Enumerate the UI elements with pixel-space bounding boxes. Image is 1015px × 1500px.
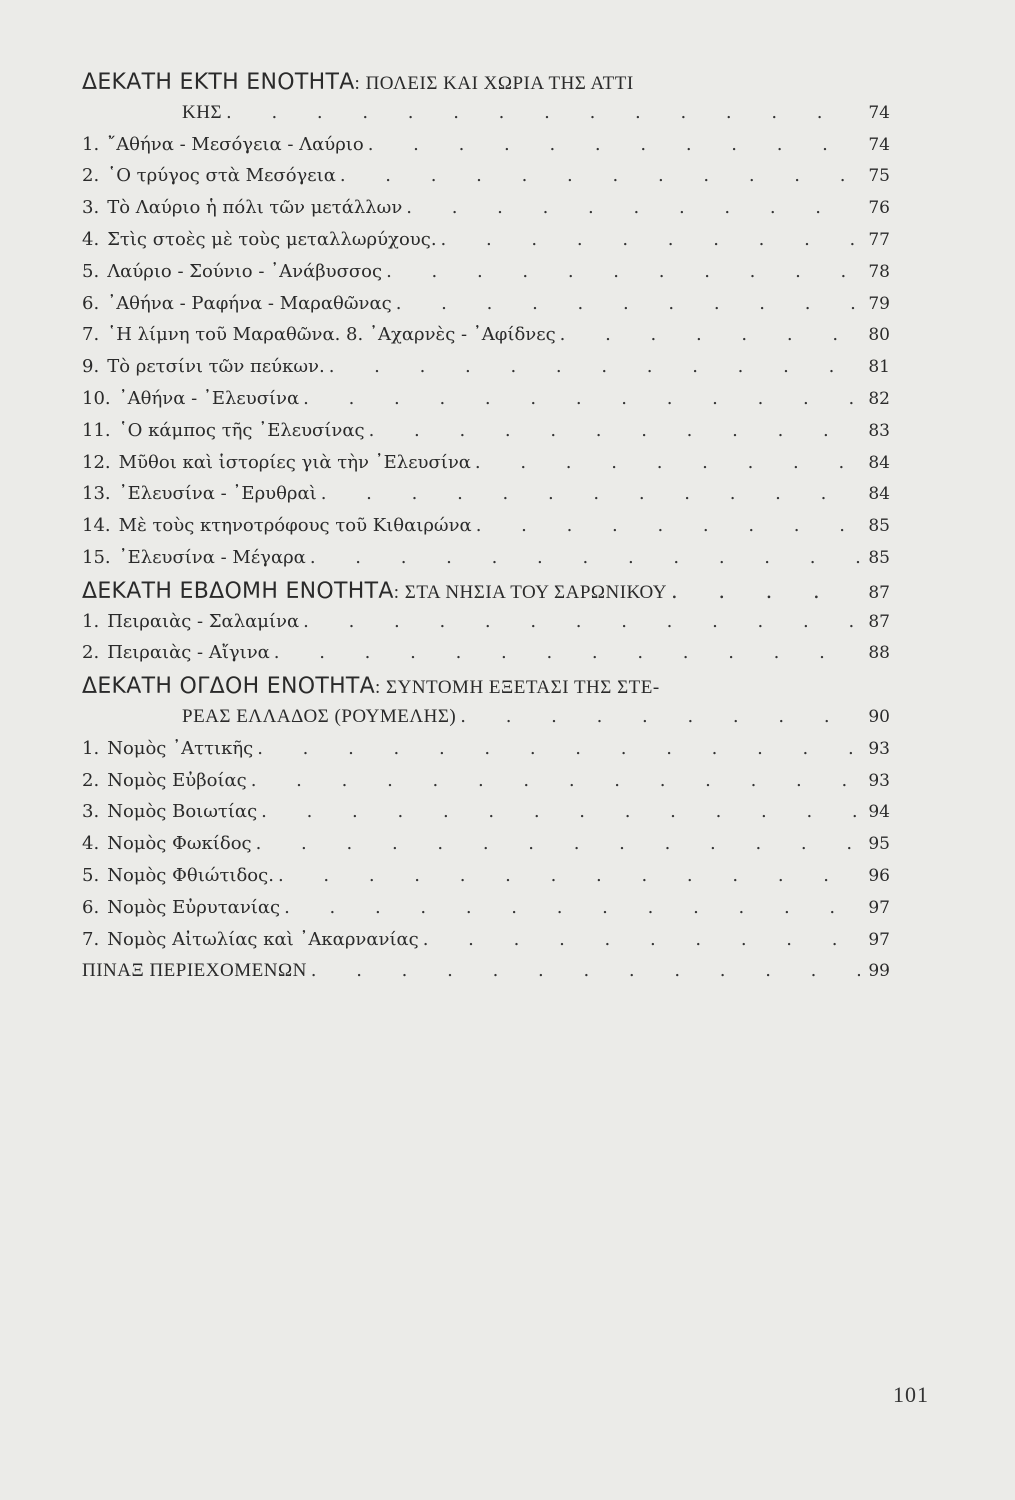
- toc-entry-label: [82, 293, 392, 314]
- section-heading-continuation: [82, 102, 890, 134]
- toc-entry-page: 83: [868, 420, 890, 441]
- toc-entry-page: 94: [868, 802, 890, 823]
- toc-entry-page: 93: [868, 770, 890, 791]
- toc-entry-page: 99: [868, 961, 890, 982]
- toc-entry-number: 7.: [82, 324, 100, 346]
- toc-entry-title: Μῦθοι καὶ ἱστορίες γιὰ τὴν ᾿Ελευσίνα: [118, 451, 471, 473]
- toc-entry-page: 75: [868, 166, 890, 187]
- dot-leader: [303, 388, 860, 409]
- dot-leader: [369, 420, 860, 441]
- toc-entry-title: ΠΙΝΑΞ ΠΕΡΙΕΧΟΜΕΝΩΝ: [82, 960, 307, 982]
- dot-leader: [386, 261, 860, 282]
- toc-entry-label: [82, 229, 437, 250]
- dot-leader: [396, 293, 860, 314]
- toc-entry-title: Λαύριο - Σούνιο - ᾿Ανάβυσσος: [107, 260, 383, 282]
- section-subject-title: : ΣΤΑ ΝΗΣΙΑ ΤΟΥ ΣΑΡΩΝΙΚΟΥ: [393, 581, 667, 603]
- dot-leader: [303, 611, 860, 632]
- toc-entry: [82, 960, 890, 992]
- toc-entry: [82, 324, 890, 356]
- toc-entry-title: ᾿Ελευσίνα - ᾿Ερυθραὶ: [118, 483, 317, 505]
- dot-leader: [340, 165, 860, 186]
- toc-entry-number: 3.: [82, 801, 100, 823]
- dot-leader: [406, 197, 860, 218]
- dot-leader: [329, 356, 860, 377]
- section-heading-continuation: [82, 706, 890, 738]
- toc-entry-page: 93: [868, 738, 890, 759]
- toc-entry-label: [82, 642, 270, 663]
- toc-entry-label: [82, 515, 472, 536]
- toc-entry-number: 4.: [82, 833, 100, 855]
- toc-entry-page: 85: [868, 547, 890, 568]
- toc-entry-label: [82, 801, 257, 822]
- dot-leader: [278, 865, 860, 886]
- toc-entry-number: 1.: [82, 610, 100, 632]
- dot-leader: [251, 770, 860, 791]
- section-heading: [82, 674, 890, 706]
- toc-entry: [82, 611, 890, 643]
- toc-entry-number: 10.: [82, 387, 111, 409]
- toc-entry-title: Πειραιὰς - Σαλαμίνα: [107, 610, 300, 632]
- toc-entry-title: Νομὸς ᾿Αττικῆς: [107, 737, 254, 759]
- toc-entry-title: Πειραιὰς - Αἴγινα: [107, 642, 270, 664]
- toc-entry-title: ΚΗΣ: [182, 101, 223, 123]
- section-number-title: ΔΕΚΑΤΗ ΕΒΔΟΜΗ ΕΝΟΤΗΤΑ: [82, 578, 394, 604]
- toc-entry-label: [82, 929, 419, 950]
- toc-entry-title: ῾Ο κάμπος τῆς ᾿Ελευσίνας: [118, 419, 365, 441]
- toc-entry-title: Τὸ Λαύριο ἡ πόλι τῶν μετάλλων: [107, 197, 403, 219]
- toc-entry-page: 74: [868, 102, 890, 123]
- toc-entry-label: [82, 579, 667, 604]
- toc-entry-label: [82, 197, 402, 218]
- toc-entry-label: [182, 706, 456, 728]
- dot-leader: [274, 642, 860, 663]
- toc-entry-label: [82, 865, 274, 886]
- toc-entry-title: Νομὸς Αἰτωλίας καὶ ᾿Ακαρνανίας: [107, 928, 419, 950]
- section-heading: [82, 70, 890, 102]
- toc-entry: [82, 293, 890, 325]
- toc-entry-label: [82, 547, 306, 568]
- dot-leader: [311, 960, 860, 981]
- toc-entry-label: [82, 452, 471, 473]
- toc-entry-label: [82, 324, 556, 345]
- toc-entry-page: 87: [868, 611, 890, 632]
- dot-leader: [310, 547, 860, 568]
- toc-entry-title: Νομὸς Εὐβοίας: [107, 769, 247, 791]
- toc-entry-number: 4.: [82, 228, 100, 250]
- dot-leader: [671, 579, 860, 603]
- dot-leader: [256, 833, 860, 854]
- toc-entry: [82, 420, 890, 452]
- toc-entry-label: [82, 70, 634, 95]
- toc-entry-label: [82, 897, 280, 918]
- toc-entry-page: 78: [868, 261, 890, 282]
- toc-entry: [82, 134, 890, 166]
- dot-leader: [476, 515, 860, 536]
- toc-entry-title: ῾Η λίμνη τοῦ Μαραθῶνα. 8. ᾿Αχαρνὲς - ᾿Αφίδνες: [107, 324, 556, 346]
- dot-leader: [460, 706, 860, 727]
- toc-entry-label: [82, 611, 299, 632]
- dot-leader: [321, 483, 860, 504]
- toc-entry-number: 3.: [82, 197, 100, 219]
- toc-entry-page: 88: [868, 643, 890, 664]
- toc-entry: [82, 452, 890, 484]
- toc-entry-page: 96: [868, 865, 890, 886]
- toc-entry: [82, 547, 890, 579]
- toc-entry-number: 9.: [82, 356, 100, 378]
- toc-entry-label: [82, 388, 299, 409]
- section-number-title: ΔΕΚΑΤΗ ΟΓΔΟΗ ΕΝΟΤΗΤΑ: [82, 674, 376, 700]
- toc-entry: [82, 929, 890, 961]
- toc-entry-number: 2.: [82, 165, 100, 187]
- toc-entry-label: [82, 165, 336, 186]
- toc-entry-title: Μὲ τοὺς κτηνοτρόφους τοῦ Κιθαιρώνα: [118, 515, 472, 537]
- toc-entry: [82, 770, 890, 802]
- toc-entry-number: 1.: [82, 737, 100, 759]
- toc-entry-title: ῾Ο τρύγος στὰ Μεσόγεια: [107, 165, 336, 187]
- toc-entry-title: Τὸ ρετσίνι τῶν πεύκων.: [107, 356, 325, 378]
- toc-entry-page: 97: [868, 897, 890, 918]
- toc-entry-page: 84: [868, 484, 890, 505]
- toc-entry: [82, 801, 890, 833]
- toc-entry-number: 2.: [82, 642, 100, 664]
- toc-entry: [82, 165, 890, 197]
- toc-entry-title: ᾿Ελευσίνα - Μέγαρα: [118, 546, 306, 568]
- toc-entry: [82, 483, 890, 515]
- toc-entry-label: [82, 738, 253, 759]
- toc-entry-label: [82, 261, 382, 282]
- toc-entry-number: 5.: [82, 864, 100, 886]
- toc-entry-label: [82, 960, 307, 982]
- toc-entry: [82, 229, 890, 261]
- dot-leader: [284, 897, 860, 918]
- dot-leader: [368, 134, 860, 155]
- toc-entry-number: 7.: [82, 928, 100, 950]
- toc-entry-number: 5.: [82, 260, 100, 282]
- toc-entry-number: 6.: [82, 292, 100, 314]
- toc-entry: [82, 261, 890, 293]
- toc-entry-title: Νομὸς Βοιωτίας: [107, 801, 258, 823]
- toc-entry: [82, 388, 890, 420]
- toc-entry-label: [82, 674, 660, 699]
- toc-entry: [82, 356, 890, 388]
- dot-leader: [560, 324, 860, 345]
- toc-entry-page: 76: [868, 198, 890, 219]
- toc-entry-label: [82, 833, 252, 854]
- toc-entry-number: 6.: [82, 896, 100, 918]
- toc-entry-title: Νομὸς Φθιώτιδος.: [107, 864, 274, 886]
- toc-entry-page: 80: [868, 325, 890, 346]
- toc-entry-label: [82, 356, 325, 377]
- toc-entry: [82, 833, 890, 865]
- toc-entry-page: 90: [868, 706, 890, 727]
- toc-entry-label: [82, 420, 365, 441]
- toc-entry-number: 11.: [82, 419, 111, 441]
- toc-entry: [82, 897, 890, 929]
- dot-leader: [441, 229, 860, 250]
- toc-entry-number: 13.: [82, 483, 111, 505]
- toc-entry: [82, 197, 890, 229]
- section-subject-title: : ΣΥΝΤΟΜΗ ΕΞΕΤΑΣΙ ΤΗΣ ΣΤΕ-: [375, 677, 660, 699]
- toc-entry-label: [82, 483, 317, 504]
- toc-entry-number: 12.: [82, 451, 111, 473]
- dot-leader: [226, 102, 860, 123]
- section-subject-title: : ΠΟΛΕΙΣ ΚΑΙ ΧΩΡΙΑ ΤΗΣ ΑΤΤΙ: [354, 73, 634, 94]
- toc-entry-page: 74: [868, 134, 890, 155]
- toc-entry-label: [182, 102, 222, 124]
- dot-leader: [257, 738, 860, 759]
- toc-entry-page: 81: [868, 357, 890, 378]
- toc-entry-number: 14.: [82, 515, 111, 537]
- toc-entry: [82, 515, 890, 547]
- dot-leader: [423, 929, 860, 950]
- toc-entry-number: 15.: [82, 546, 111, 568]
- toc-entry-page: 87: [868, 582, 890, 603]
- toc-entry-label: [82, 134, 364, 155]
- table-of-contents: [82, 70, 890, 992]
- toc-entry-title: Νομὸς Εὐρυτανίας: [107, 896, 281, 918]
- toc-entry: [82, 642, 890, 674]
- toc-entry-page: 97: [868, 929, 890, 950]
- toc-entry-title: ᾿Αθήνα - ᾿Ελευσίνα: [118, 387, 300, 409]
- dot-leader: [475, 452, 860, 473]
- toc-entry-page: 82: [868, 388, 890, 409]
- toc-entry-page: 84: [868, 452, 890, 473]
- toc-entry-page: 77: [868, 229, 890, 250]
- toc-entry-label: [82, 770, 247, 791]
- toc-entry-title: ῎Αθήνα - Μεσόγεια - Λαύριο: [107, 133, 364, 155]
- toc-entry-number: 2.: [82, 769, 100, 791]
- toc-entry-number: 1.: [82, 133, 100, 155]
- section-heading: [82, 579, 890, 611]
- toc-entry-title: Νομὸς Φωκίδος: [107, 833, 252, 855]
- toc-entry-page: 95: [868, 834, 890, 855]
- dot-leader: [261, 801, 860, 822]
- page-number: 101: [893, 1382, 929, 1407]
- toc-entry-title: Στὶς στοὲς μὲ τοὺς μεταλλωρύχους.: [107, 228, 437, 250]
- toc-entry-title: ᾿Αθήνα - Ραφήνα - Μαραθῶνας: [107, 292, 392, 314]
- toc-entry: [82, 865, 890, 897]
- toc-entry-page: 79: [868, 293, 890, 314]
- toc-entry-page: 85: [868, 516, 890, 537]
- toc-entry-title: ΡΕΑΣ ΕΛΛΑΔΟΣ (ΡΟΥΜΕΛΗΣ): [182, 705, 457, 727]
- toc-entry: [82, 738, 890, 770]
- section-number-title: ΔΕΚΑΤΗ ΕΚΤΗ ΕΝΟΤΗΤΑ: [82, 70, 355, 95]
